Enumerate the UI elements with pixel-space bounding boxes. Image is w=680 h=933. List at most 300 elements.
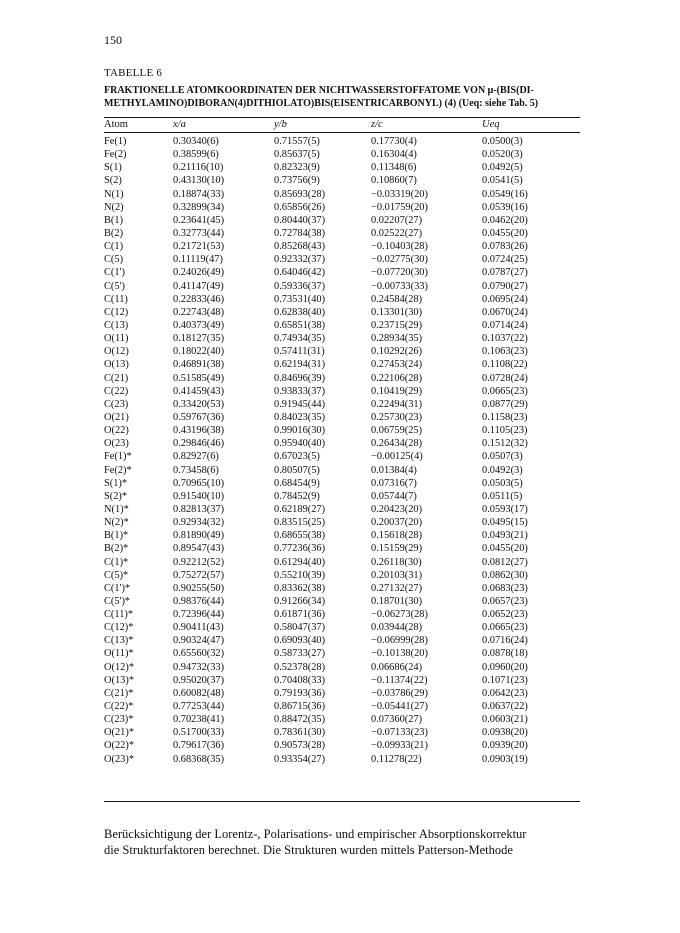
ueq-cell: 0.0493(21) bbox=[482, 530, 528, 542]
z-cell: −0.07720(30) bbox=[371, 267, 428, 279]
x-cell: 0.82927(6) bbox=[173, 451, 219, 463]
table-row bbox=[104, 161, 580, 174]
x-cell: 0.22833(46) bbox=[173, 293, 225, 305]
x-cell: 0.33420(53) bbox=[173, 398, 225, 410]
atom-cell: S(1) bbox=[104, 162, 122, 174]
table-row bbox=[104, 634, 580, 647]
table-row bbox=[104, 661, 580, 674]
z-cell: 0.02522(27) bbox=[371, 227, 423, 239]
table-row bbox=[104, 674, 580, 687]
table-row bbox=[104, 253, 580, 266]
atom-cell: N(1)* bbox=[104, 503, 129, 515]
body-text bbox=[104, 826, 586, 858]
table-row bbox=[104, 306, 580, 319]
atom-cell: Fe(1) bbox=[104, 136, 127, 147]
z-cell: −0.10138(20) bbox=[371, 648, 428, 660]
x-cell: 0.21721(53) bbox=[173, 241, 225, 253]
x-cell: 0.94732(33) bbox=[173, 661, 225, 673]
ueq-cell: 0.0812(27) bbox=[482, 556, 528, 568]
x-cell: 0.90255(50) bbox=[173, 582, 225, 594]
atom-cell: N(2)* bbox=[104, 517, 129, 529]
ueq-cell: 0.0503(5) bbox=[482, 477, 523, 489]
z-cell: 0.20037(20) bbox=[371, 517, 423, 529]
ueq-cell: 0.0877(29) bbox=[482, 398, 528, 410]
y-cell: 0.70408(33) bbox=[274, 674, 326, 686]
y-cell: 0.58047(37) bbox=[274, 622, 326, 634]
atom-cell: C(13)* bbox=[104, 635, 134, 647]
table-row bbox=[104, 319, 580, 332]
ueq-cell: 0.0903(19) bbox=[482, 753, 528, 765]
table-row bbox=[104, 490, 580, 503]
ueq-cell: 0.0665(23) bbox=[482, 622, 528, 634]
atom-cell: O(11) bbox=[104, 333, 129, 345]
y-cell: 0.92332(37) bbox=[274, 254, 326, 266]
table-row bbox=[104, 529, 580, 542]
z-cell: 0.20103(31) bbox=[371, 569, 423, 581]
table-row bbox=[104, 608, 580, 621]
table-row bbox=[104, 240, 580, 253]
atom-cell: C(21) bbox=[104, 372, 129, 384]
atom-cell: Fe(2) bbox=[104, 149, 127, 161]
y-cell: 0.62194(31) bbox=[274, 359, 326, 371]
table-row bbox=[104, 621, 580, 634]
ueq-cell: 0.0652(23) bbox=[482, 609, 528, 621]
table-row bbox=[104, 201, 580, 214]
x-cell: 0.46891(38) bbox=[173, 359, 225, 371]
ueq-cell: 0.0683(23) bbox=[482, 582, 528, 594]
x-cell: 0.95020(37) bbox=[173, 674, 225, 686]
y-cell: 0.65851(38) bbox=[274, 319, 326, 331]
z-cell: 0.07360(27) bbox=[371, 714, 423, 726]
ueq-cell: 0.0878(18) bbox=[482, 648, 528, 660]
table-row bbox=[104, 700, 580, 713]
x-cell: 0.30340(6) bbox=[173, 136, 219, 147]
x-cell: 0.22743(48) bbox=[173, 306, 225, 318]
z-cell: 0.06759(25) bbox=[371, 425, 423, 437]
table-row bbox=[104, 477, 580, 490]
ueq-cell: 0.0492(5) bbox=[482, 162, 523, 174]
x-cell: 0.70238(41) bbox=[173, 714, 225, 726]
y-cell: 0.78452(9) bbox=[274, 490, 320, 502]
ueq-cell: 0.0500(3) bbox=[482, 136, 523, 147]
atom-cell: O(12) bbox=[104, 346, 129, 358]
z-cell: 0.27453(24) bbox=[371, 359, 423, 371]
x-cell: 0.51585(49) bbox=[173, 372, 225, 384]
z-cell: −0.00125(4) bbox=[371, 451, 423, 463]
z-cell: 0.18701(30) bbox=[371, 595, 423, 607]
x-cell: 0.21116(10) bbox=[173, 162, 224, 174]
ueq-cell: 0.0492(3) bbox=[482, 464, 523, 476]
table-row bbox=[104, 266, 580, 279]
table-row bbox=[104, 516, 580, 529]
x-cell: 0.41459(43) bbox=[173, 385, 225, 397]
y-cell: 0.61871(36) bbox=[274, 609, 326, 621]
z-cell: 0.13301(30) bbox=[371, 306, 423, 318]
y-cell: 0.91945(44) bbox=[274, 398, 326, 410]
atom-cell: O(21) bbox=[104, 411, 129, 423]
z-cell: 0.07316(7) bbox=[371, 477, 417, 489]
table-row bbox=[104, 713, 580, 726]
z-cell: −0.07133(23) bbox=[371, 727, 428, 739]
z-cell: 0.10292(26) bbox=[371, 346, 423, 358]
z-cell: 0.10860(7) bbox=[371, 175, 417, 187]
table-row bbox=[104, 280, 580, 293]
table-row bbox=[104, 188, 580, 201]
atom-cell: N(2) bbox=[104, 201, 124, 213]
z-cell: 0.23715(29) bbox=[371, 319, 423, 331]
y-cell: 0.74934(35) bbox=[274, 333, 326, 345]
y-cell: 0.78361(30) bbox=[274, 727, 326, 739]
atom-cell: C(21)* bbox=[104, 687, 134, 699]
atom-cell: C(1)* bbox=[104, 556, 129, 568]
atom-cell: O(22) bbox=[104, 425, 129, 437]
x-cell: 0.89547(43) bbox=[173, 543, 225, 555]
x-cell: 0.90324(47) bbox=[173, 635, 225, 647]
atom-cell: O(13) bbox=[104, 359, 129, 371]
table-row bbox=[104, 385, 580, 398]
z-cell: −0.00733(33) bbox=[371, 280, 428, 292]
ueq-cell: 0.0520(3) bbox=[482, 149, 523, 161]
table-row bbox=[104, 398, 580, 411]
atom-cell: C(11) bbox=[104, 293, 128, 305]
atom-cell: C(5) bbox=[104, 254, 124, 266]
table-row bbox=[104, 726, 580, 739]
x-cell: 0.77253(44) bbox=[173, 701, 225, 713]
y-cell: 0.88472(35) bbox=[274, 714, 326, 726]
x-cell: 0.81890(49) bbox=[173, 530, 225, 542]
x-cell: 0.32899(34) bbox=[173, 201, 225, 213]
table-body bbox=[104, 135, 580, 766]
table-row bbox=[104, 148, 580, 161]
x-cell: 0.18874(33) bbox=[173, 188, 225, 200]
z-cell: −0.06999(28) bbox=[371, 635, 428, 647]
x-cell: 0.70965(10) bbox=[173, 477, 225, 489]
ueq-cell: 0.1158(23) bbox=[482, 411, 528, 423]
y-cell: 0.72784(38) bbox=[274, 227, 326, 239]
atom-cell: C(12) bbox=[104, 306, 129, 318]
ueq-cell: 0.0507(3) bbox=[482, 451, 523, 463]
z-cell: 0.11278(22) bbox=[371, 753, 422, 765]
x-cell: 0.75272(57) bbox=[173, 569, 225, 581]
y-cell: 0.86715(36) bbox=[274, 701, 326, 713]
ueq-cell: 0.0716(24) bbox=[482, 635, 528, 647]
z-cell: 0.17730(4) bbox=[371, 136, 417, 147]
y-cell: 0.73756(9) bbox=[274, 175, 320, 187]
x-cell: 0.40373(49) bbox=[173, 319, 225, 331]
ueq-cell: 0.0455(20) bbox=[482, 227, 528, 239]
y-cell: 0.85268(43) bbox=[274, 241, 326, 253]
z-cell: −0.11374(22) bbox=[371, 674, 428, 686]
ueq-cell: 0.0462(20) bbox=[482, 214, 528, 226]
x-cell: 0.79617(36) bbox=[173, 740, 225, 752]
z-cell: 0.06686(24) bbox=[371, 661, 423, 673]
z-cell: 0.16304(4) bbox=[371, 149, 417, 161]
ueq-cell: 0.0637(22) bbox=[482, 701, 528, 713]
atom-cell: B(2)* bbox=[104, 543, 129, 555]
x-cell: 0.73458(6) bbox=[173, 464, 219, 476]
y-cell: 0.82323(9) bbox=[274, 162, 320, 174]
atom-cell: C(12)* bbox=[104, 622, 134, 634]
table-top-rule bbox=[104, 117, 580, 118]
atom-cell: S(1)* bbox=[104, 477, 128, 489]
atom-cell: C(1) bbox=[104, 241, 124, 253]
table-header-rule bbox=[104, 132, 580, 133]
header-z: z/c bbox=[371, 119, 383, 130]
z-cell: −0.03319(20) bbox=[371, 188, 428, 200]
y-cell: 0.57411(31) bbox=[274, 346, 325, 358]
ueq-cell: 0.0960(20) bbox=[482, 661, 528, 673]
atom-cell: C(1') bbox=[104, 267, 125, 279]
ueq-cell: 0.0724(25) bbox=[482, 254, 528, 266]
atom-cell: C(5')* bbox=[104, 595, 131, 607]
ueq-cell: 0.1512(32) bbox=[482, 438, 528, 450]
y-cell: 0.68454(9) bbox=[274, 477, 320, 489]
table-row bbox=[104, 464, 580, 477]
table-row bbox=[104, 358, 580, 371]
z-cell: −0.10403(28) bbox=[371, 241, 428, 253]
page-number: 150 bbox=[104, 33, 122, 47]
ueq-cell: 0.0714(24) bbox=[482, 319, 528, 331]
atom-cell: C(23)* bbox=[104, 714, 134, 726]
y-cell: 0.62838(40) bbox=[274, 306, 326, 318]
z-cell: 0.26118(30) bbox=[371, 556, 422, 568]
table-label: TABELLE 6 bbox=[104, 67, 163, 79]
x-cell: 0.18022(40) bbox=[173, 346, 225, 358]
y-cell: 0.67023(5) bbox=[274, 451, 320, 463]
x-cell: 0.29846(46) bbox=[173, 438, 225, 450]
table-row bbox=[104, 424, 580, 437]
z-cell: 0.02207(27) bbox=[371, 214, 423, 226]
ueq-cell: 0.0665(23) bbox=[482, 385, 528, 397]
ueq-cell: 0.0787(27) bbox=[482, 267, 528, 279]
y-cell: 0.55210(39) bbox=[274, 569, 326, 581]
atom-cell: S(2)* bbox=[104, 490, 128, 502]
z-cell: 0.03944(28) bbox=[371, 622, 423, 634]
x-cell: 0.18127(35) bbox=[173, 333, 225, 345]
z-cell: 0.22106(28) bbox=[371, 372, 423, 384]
z-cell: −0.01759(20) bbox=[371, 201, 428, 213]
z-cell: 0.20423(20) bbox=[371, 503, 423, 515]
z-cell: −0.02775(30) bbox=[371, 254, 428, 266]
atom-cell: B(1)* bbox=[104, 530, 129, 542]
y-cell: 0.90573(28) bbox=[274, 740, 326, 752]
ueq-cell: 0.1105(23) bbox=[482, 425, 528, 437]
atom-cell: C(5)* bbox=[104, 569, 129, 581]
ueq-cell: 0.0790(27) bbox=[482, 280, 528, 292]
y-cell: 0.80507(5) bbox=[274, 464, 320, 476]
table-row bbox=[104, 227, 580, 240]
atom-cell: C(11)* bbox=[104, 609, 134, 621]
table-row bbox=[104, 345, 580, 358]
table-row bbox=[104, 647, 580, 660]
table-row bbox=[104, 582, 580, 595]
z-cell: 0.01384(4) bbox=[371, 464, 417, 476]
atom-cell: O(21)* bbox=[104, 727, 135, 739]
z-cell: 0.27132(27) bbox=[371, 582, 423, 594]
z-cell: 0.25730(23) bbox=[371, 411, 423, 423]
ueq-cell: 0.0783(26) bbox=[482, 241, 528, 253]
y-cell: 0.91266(34) bbox=[274, 595, 326, 607]
table-row bbox=[104, 542, 580, 555]
atom-cell: O(22)* bbox=[104, 740, 135, 752]
x-cell: 0.82813(37) bbox=[173, 503, 225, 515]
y-cell: 0.79193(36) bbox=[274, 687, 326, 699]
table-row bbox=[104, 739, 580, 752]
y-cell: 0.85637(5) bbox=[274, 149, 320, 161]
ueq-cell: 0.0539(16) bbox=[482, 201, 528, 213]
atom-cell: C(22)* bbox=[104, 701, 134, 713]
y-cell: 0.83362(38) bbox=[274, 582, 326, 594]
z-cell: 0.15159(29) bbox=[371, 543, 423, 555]
x-cell: 0.24026(49) bbox=[173, 267, 225, 279]
x-cell: 0.59767(36) bbox=[173, 411, 225, 423]
x-cell: 0.60082(48) bbox=[173, 687, 225, 699]
y-cell: 0.85693(28) bbox=[274, 188, 326, 200]
x-cell: 0.38599(6) bbox=[173, 149, 219, 161]
atom-cell: B(1) bbox=[104, 214, 124, 226]
atom-cell: C(23) bbox=[104, 398, 129, 410]
ueq-cell: 0.0728(24) bbox=[482, 372, 528, 384]
x-cell: 0.72396(44) bbox=[173, 609, 225, 621]
ueq-cell: 0.0862(30) bbox=[482, 569, 528, 581]
ueq-cell: 0.0695(24) bbox=[482, 293, 528, 305]
table-row bbox=[104, 293, 580, 306]
header-x: x/a bbox=[173, 119, 186, 130]
ueq-cell: 0.0495(15) bbox=[482, 517, 528, 529]
atom-cell: C(5') bbox=[104, 280, 125, 292]
table-row bbox=[104, 214, 580, 227]
y-cell: 0.93833(37) bbox=[274, 385, 326, 397]
atom-cell: C(1')* bbox=[104, 582, 131, 594]
table-row bbox=[104, 411, 580, 424]
ueq-cell: 0.0938(20) bbox=[482, 727, 528, 739]
ueq-cell: 0.1063(23) bbox=[482, 346, 528, 358]
y-cell: 0.68655(38) bbox=[274, 530, 326, 542]
ueq-cell: 0.0593(17) bbox=[482, 503, 528, 515]
table-row bbox=[104, 556, 580, 569]
ueq-cell: 0.1108(22) bbox=[482, 359, 528, 371]
table-row bbox=[104, 135, 580, 148]
table-row bbox=[104, 174, 580, 187]
z-cell: 0.22494(31) bbox=[371, 398, 423, 410]
ueq-cell: 0.0455(20) bbox=[482, 543, 528, 555]
x-cell: 0.43196(38) bbox=[173, 425, 225, 437]
y-cell: 0.59336(37) bbox=[274, 280, 326, 292]
y-cell: 0.69093(40) bbox=[274, 635, 326, 647]
y-cell: 0.71557(5) bbox=[274, 136, 320, 147]
body-text-line-1: Berücksichtigung der Lorentz-, Polarisations- und empirischer Absorptionskorrektur bbox=[104, 827, 527, 841]
atom-cell: Fe(2)* bbox=[104, 464, 132, 476]
ueq-cell: 0.1037(22) bbox=[482, 333, 528, 345]
y-cell: 0.61294(40) bbox=[274, 556, 326, 568]
ueq-cell: 0.0603(21) bbox=[482, 714, 528, 726]
y-cell: 0.52378(28) bbox=[274, 661, 326, 673]
ueq-cell: 0.0541(5) bbox=[482, 175, 523, 187]
table-row bbox=[104, 595, 580, 608]
atom-cell: N(1) bbox=[104, 188, 124, 200]
header-ueq: Ueq bbox=[482, 119, 500, 130]
ueq-cell: 0.0657(23) bbox=[482, 595, 528, 607]
atom-cell: Fe(1)* bbox=[104, 451, 132, 463]
x-cell: 0.32773(44) bbox=[173, 227, 225, 239]
y-cell: 0.80440(37) bbox=[274, 214, 326, 226]
x-cell: 0.65560(32) bbox=[173, 648, 225, 660]
y-cell: 0.93354(27) bbox=[274, 753, 326, 765]
table-row bbox=[104, 503, 580, 516]
z-cell: 0.26434(28) bbox=[371, 438, 423, 450]
table-caption: FRAKTIONELLE ATOMKOORDINATEN DER NICHTWASSERSTOFFATOME VON μ-(BIS(DI-METHYLAMINO)DIBORAN(4)DITHIOLATO)BIS(EISENTRICARBONYL) (4) (Ueq: siehe Tab. 5) bbox=[104, 85, 539, 109]
y-cell: 0.65856(26) bbox=[274, 201, 326, 213]
z-cell: −0.03786(29) bbox=[371, 687, 428, 699]
z-cell: 0.10419(29) bbox=[371, 385, 423, 397]
x-cell: 0.51700(33) bbox=[173, 727, 225, 739]
table-row bbox=[104, 569, 580, 582]
z-cell: −0.06273(28) bbox=[371, 609, 428, 621]
y-cell: 0.58733(27) bbox=[274, 648, 326, 660]
x-cell: 0.23641(45) bbox=[173, 214, 225, 226]
atom-cell: C(13) bbox=[104, 319, 129, 331]
x-cell: 0.92212(52) bbox=[173, 556, 225, 568]
x-cell: 0.68368(35) bbox=[173, 753, 225, 765]
atom-cell: B(2) bbox=[104, 227, 124, 239]
atom-cell: O(11)* bbox=[104, 648, 134, 660]
x-cell: 0.92934(32) bbox=[173, 517, 225, 529]
y-cell: 0.99016(30) bbox=[274, 425, 326, 437]
y-cell: 0.73531(40) bbox=[274, 293, 326, 305]
table-row bbox=[104, 450, 580, 463]
table-bottom-rule bbox=[104, 801, 580, 802]
header-y: y/b bbox=[274, 119, 287, 130]
z-cell: 0.28934(35) bbox=[371, 333, 423, 345]
y-cell: 0.77236(36) bbox=[274, 543, 326, 555]
ueq-cell: 0.1071(23) bbox=[482, 674, 528, 686]
y-cell: 0.83515(25) bbox=[274, 517, 326, 529]
table-row bbox=[104, 437, 580, 450]
ueq-cell: 0.0511(5) bbox=[482, 490, 523, 502]
atom-cell: O(13)* bbox=[104, 674, 135, 686]
z-cell: 0.05744(7) bbox=[371, 490, 417, 502]
atom-cell: O(12)* bbox=[104, 661, 135, 673]
body-text-line-2: die Strukturfaktoren berechnet. Die Strukturen wurden mittels Patterson-Methode bbox=[104, 843, 513, 857]
x-cell: 0.43130(10) bbox=[173, 175, 225, 187]
atom-cell: O(23)* bbox=[104, 753, 135, 765]
ueq-cell: 0.0549(16) bbox=[482, 188, 528, 200]
x-cell: 0.11119(47) bbox=[173, 254, 223, 266]
y-cell: 0.84696(39) bbox=[274, 372, 326, 384]
ueq-cell: 0.0939(20) bbox=[482, 740, 528, 752]
x-cell: 0.41147(49) bbox=[173, 280, 224, 292]
table-row bbox=[104, 687, 580, 700]
y-cell: 0.84023(35) bbox=[274, 411, 326, 423]
atom-cell: S(2) bbox=[104, 175, 122, 187]
z-cell: 0.11348(6) bbox=[371, 162, 417, 174]
table-row bbox=[104, 753, 580, 766]
x-cell: 0.90411(43) bbox=[173, 622, 224, 634]
z-cell: 0.15618(28) bbox=[371, 530, 423, 542]
x-cell: 0.91540(10) bbox=[173, 490, 225, 502]
table-row bbox=[104, 332, 580, 345]
table-header bbox=[104, 119, 580, 131]
atom-cell: C(22) bbox=[104, 385, 129, 397]
table-row bbox=[104, 372, 580, 385]
header-atom: Atom bbox=[104, 119, 128, 130]
z-cell: 0.24584(28) bbox=[371, 293, 423, 305]
y-cell: 0.95940(40) bbox=[274, 438, 326, 450]
z-cell: −0.05441(27) bbox=[371, 701, 428, 713]
y-cell: 0.64046(42) bbox=[274, 267, 326, 279]
y-cell: 0.62189(27) bbox=[274, 503, 326, 515]
atom-cell: O(23) bbox=[104, 438, 129, 450]
